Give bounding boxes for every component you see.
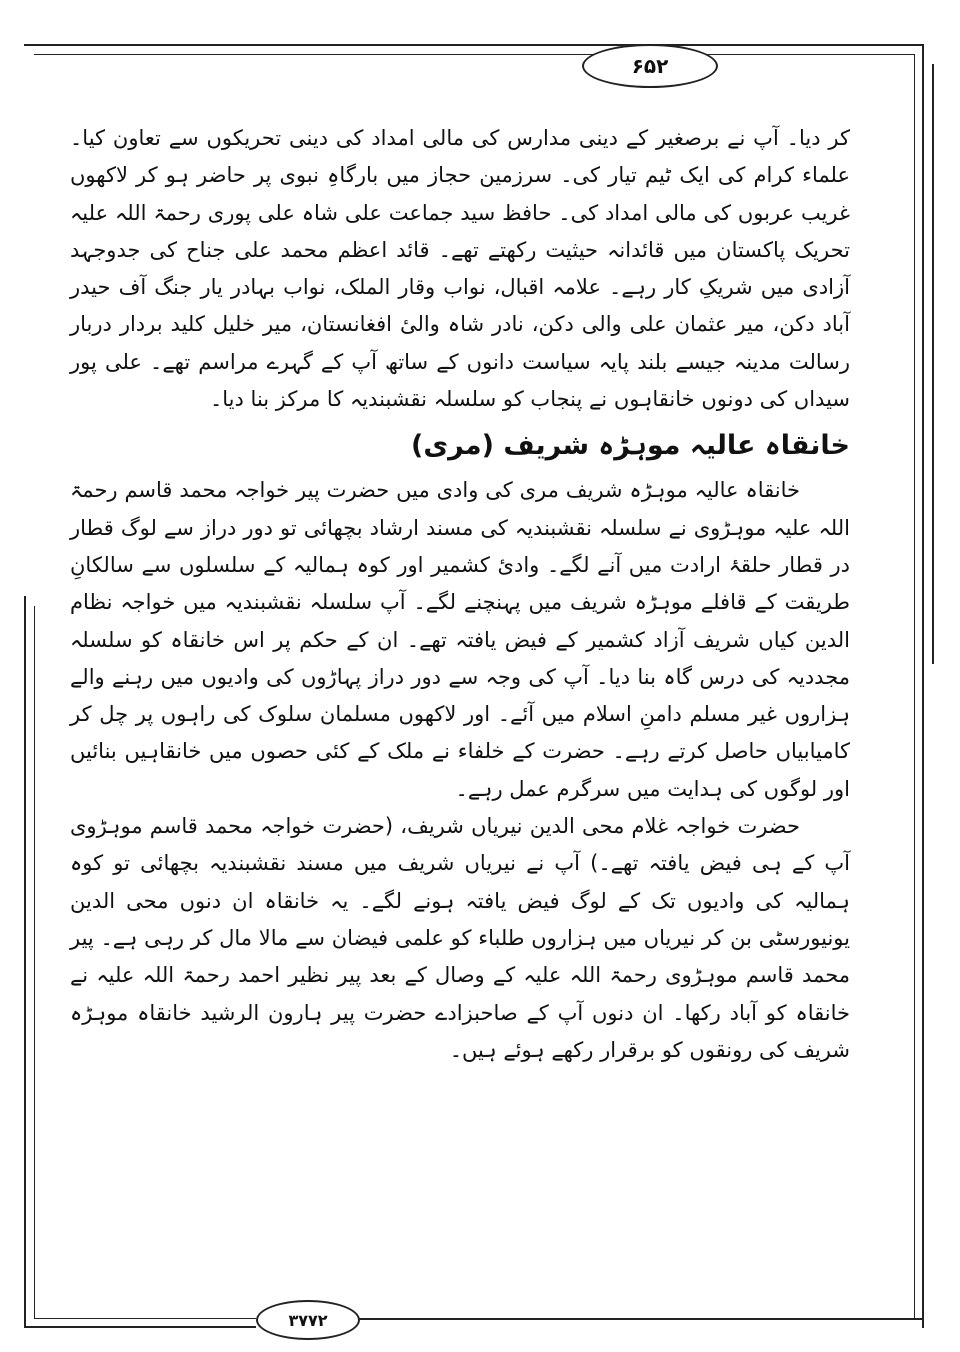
footer-serial-number: ۳۷۷۲	[288, 1310, 328, 1330]
paragraph-3: حضرت خواجہ غلام محی الدین نیریاں شریف، (حضرت خواجہ محمد قاسم موہڑوی آپ کے ہی فیض یافتہ تھے۔) آپ نے نیریاں شریف میں مسند نقشبندیہ بچھائی تو کوہ ہمالیہ کی وادیوں تک کے لوگ فیض یافتہ ہونے لگے۔ یہ خانقاہ ان دنوں محی الدین یونیورسٹی بن کر نیریاں میں ہزاروں طلباء کو علمی فیضان سے مالا مال کر رہی ہے۔ پیر محمد قاسم موہڑوی رحمۃ اللہ علیہ کے وصال کے بعد پیر نظیر احمد رحمۃ اللہ علیہ نے خانقاہ کو آباد رکھا۔ ان دنوں آپ کے صاحبزادے حضرت پیر ہارون الرشید خانقاہ موہڑہ شریف کی رونقوں کو برقرار رکھے ہوئے ہیں۔	[70, 814, 850, 1062]
paragraph-1: کر دیا۔ آپ نے برصغیر کے دینی مدارس کی مالی امداد کی دینی تحریکوں سے تعاون کیا۔ علماء کرام کی ایک ٹیم تیار کی۔ سرزمین حجاز میں بارگاہِ نبوی پر حاضر ہو کر لاکھوں غریب عربوں کی مالی امداد کی۔ حافظ سید جماعت علی شاہ علی پوری رحمۃ اللہ علیہ تحریک پاکستان میں قائدانہ حیثیت رکھتے تھے۔ قائد اعظم محمد علی جناح کی جدوجہد آزادی میں شریکِ کار رہے۔ علامہ اقبال، نواب وقار الملک، نواب بہادر یار جنگ آف حیدر آباد دکن، میر عثمان علی والی دکن، نادر شاہ والیٔ افغانستان، میر خلیل کلید بردار دربار رسالت مدینہ جیسے بلند پایہ سیاست دانوں کے ساتھ آپ کے گہرے مراسم تھے۔ علی پور سیداں کی دونوں خانقاہوں نے پنجاب کو سلسلہ نقشبندیہ کا مرکز بنا دیا۔	[70, 126, 850, 412]
page-border-bottom-rule-inner	[34, 1318, 256, 1319]
page-number: ۶۵۲	[631, 54, 669, 78]
page-border-right-rule-extra	[932, 64, 934, 664]
page-border-left-rule	[24, 596, 26, 1326]
section-heading: خانقاہ عالیہ موہڑہ شریف (مری)	[411, 430, 850, 462]
footer-serial-badge	[256, 1300, 360, 1340]
page-border-bottom-rule-right	[356, 1318, 922, 1320]
paragraph-2: خانقاہ عالیہ موہڑہ شریف مری کی وادی میں حضرت پیر خواجہ محمد قاسم رحمۃ اللہ علیہ موہڑوی نے سلسلہ نقشبندیہ کی مسند ارشاد بچھائی تو دور دراز سے لوگ قطار در قطار حلقۂ ارادت میں آنے لگے۔ وادیٔ کشمیر اور کوہ ہمالیہ کے سلسلوں سے سالکانِ طریقت کے قافلے موہڑہ شریف میں پہنچنے لگے۔ آپ سلسلہ نقشبندیہ میں خواجہ نظام الدین کیاں شریف آزاد کشمیر کے فیض یافتہ تھے۔ ان کے حکم پر اس خانقاہ کو سلسلہ مجددیہ کی درس گاہ بنا دیا۔ آپ کی وجہ سے دور دراز پہاڑوں کی وادیوں میں رہنے والے ہزاروں غیر مسلم دامنِ اسلام میں آئے۔ اور لاکھوں مسلمان سلوک کی راہوں پر چل کر کامیابیاں حاصل کرتے رہے۔ حضرت کے خلفاء نے ملک کے کئی حصوں میں خانقاہیں بنائیں اور لوگوں کی ہدایت میں سرگرم عمل رہے۔	[70, 478, 850, 801]
page-body	[70, 120, 850, 1069]
page-border-left-rule-inner	[34, 606, 35, 1318]
page-number-badge	[582, 44, 718, 88]
page-border-bottom-rule	[24, 1326, 256, 1328]
